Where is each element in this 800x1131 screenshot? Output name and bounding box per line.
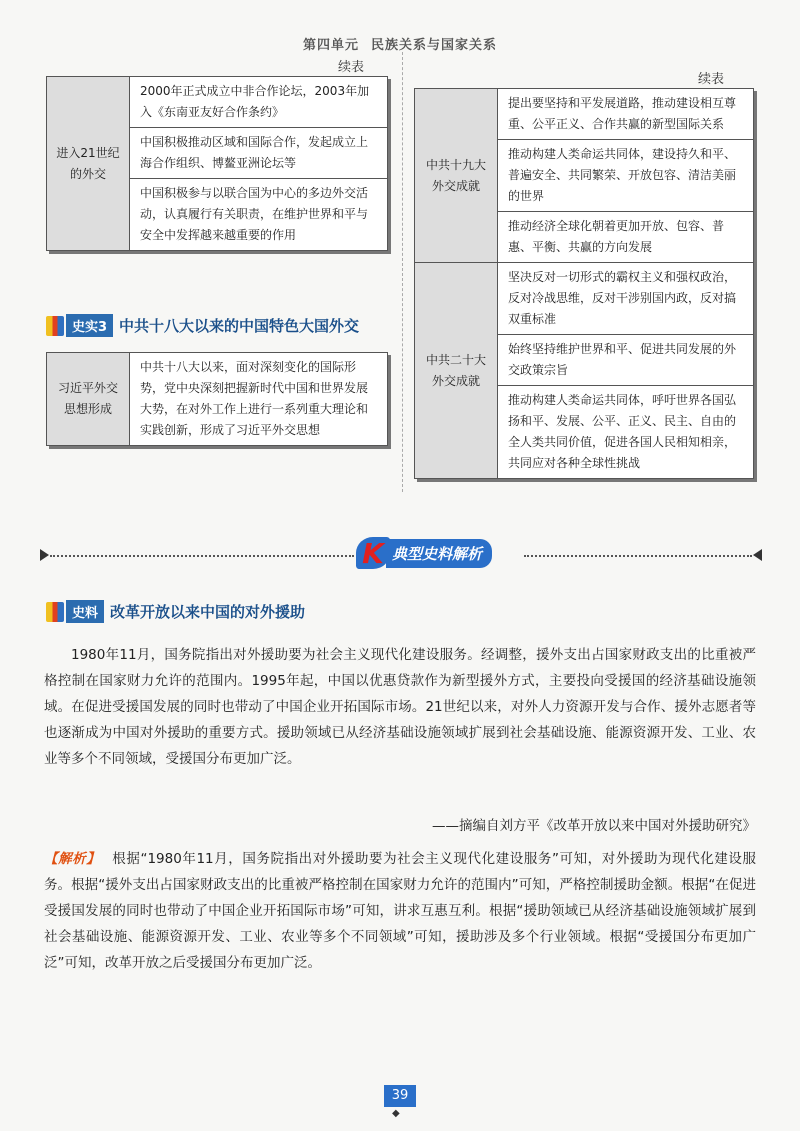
table-cell: 始终坚持维护世界和平、促进共同发展的外交政策宗旨 xyxy=(498,335,754,386)
fact3-title: 中共十八大以来的中国特色大国外交 xyxy=(119,317,360,335)
table-cell: 推动构建人类命运共同体，呼吁世界各国弘扬和平、发展、公平、正义、民主、自由的全人类共同价值，促进各国人民相知相亲，共同应对各种全球性挑战 xyxy=(498,386,754,479)
fact3-tag: 史实3 xyxy=(66,314,113,337)
dotted-line xyxy=(50,555,354,557)
left-arrow-icon xyxy=(40,549,49,561)
source-citation: ——摘编自刘方平《改革开放以来中国对外援助研究》 xyxy=(432,818,756,834)
table-row xyxy=(47,353,388,446)
table-label: 习近平外交思想形成 xyxy=(47,353,130,446)
table-row xyxy=(415,89,754,140)
right-arrow-icon xyxy=(753,549,762,561)
dotted-line xyxy=(524,555,752,557)
table-cell: 坚决反对一切形式的霸权主义和强权政治，反对冷战思维，反对干涉别国内政，反对搞双重标准 xyxy=(498,263,754,335)
analysis-text: 根据“1980年11月，国务院指出对外援助要为社会主义现代化建设服务”可知，对外援助为现代化建设服务。根据“援外支出占国家财政支出的比重被严格控制在国家财力允许的范围内”可知，严格控制援助金额。根据“在促进受援国发展的同时也带动了中国企业开拓国际市场”可知，讲求互惠互利。根据“援助领域已从经济基础设施领域扩展到社会基础设施、能源资源开发、工业、农业等多个不同领域”可知，援助涉及多个行业领域。根据“受援国分布更加广泛”可知，改革开放之后受援国分布更加广泛。 xyxy=(44,851,756,971)
left-table xyxy=(46,76,388,251)
table-cell: 中共十八大以来，面对深刻变化的国际形势，党中央深刻把握新时代中国和世界发展大势，在对外工作上进行一系列重大理论和实践创新，形成了习近平外交思想 xyxy=(130,353,388,446)
table-cell: 2000年正式成立中非合作论坛，2003年加入《东南亚友好合作条约》 xyxy=(130,77,388,128)
banner-badge xyxy=(356,537,492,569)
banner-title: 典型史料解析 xyxy=(386,539,492,568)
bird-icon: ◆ xyxy=(392,1108,400,1119)
unit-label: 第四单元 xyxy=(302,38,359,53)
book-icon xyxy=(46,316,64,336)
material-title: 改革开放以来中国的对外援助 xyxy=(110,603,306,621)
right-table xyxy=(414,88,754,479)
section-banner xyxy=(40,536,762,570)
analysis-label: 【解析】 xyxy=(44,851,101,867)
unit-title: 民族关系与国家关系 xyxy=(371,38,498,53)
fact3-heading xyxy=(46,314,359,337)
table-cell: 中国积极推动区域和国际合作，发起成立上海合作组织、博鳌亚洲论坛等 xyxy=(130,128,388,179)
table-row xyxy=(415,263,754,335)
page-number: 39 xyxy=(384,1085,416,1107)
passage-text: 1980年11月，国务院指出对外援助要为社会主义现代化建设服务。经调整，援外支出占国家财政支出的比重被严格控制在国家财力允许的范围内。1995年起，中国以优惠贷款作为新型援外方式，主要投向受援国的经济基础设施领域。在促进受援国发展的同时也带动了中国企业开拓国际市场。21世纪以来，对外人力资源开发与合作、援外志愿者等也逐渐成为中国对外援助的重要方式。援助领域已从经济基础设施领域扩展到社会基础设施、能源资源开发、工业、农业等多个不同领域，受援国分布更加广泛。 xyxy=(44,647,756,767)
table-row xyxy=(47,77,388,128)
fact3-table xyxy=(46,352,388,446)
analysis xyxy=(44,846,756,976)
continued-label-left: 续表 xyxy=(338,60,365,75)
table-cell: 推动经济全球化朝着更加开放、包容、普惠、平衡、共赢的方向发展 xyxy=(498,212,754,263)
material-heading xyxy=(46,600,305,623)
table-label: 中共二十大外交成就 xyxy=(415,263,498,479)
table-cell: 提出要坚持和平发展道路，推动建设相互尊重、公平正义、合作共赢的新型国际关系 xyxy=(498,89,754,140)
page-header xyxy=(0,34,800,53)
table-label: 进入21世纪的外交 xyxy=(47,77,130,251)
column-divider xyxy=(402,52,403,492)
book-icon xyxy=(46,602,64,622)
table-label: 中共十九大外交成就 xyxy=(415,89,498,263)
table-cell: 推动构建人类命运共同体，建设持久和平、普遍安全、共同繁荣、开放包容、清洁美丽的世界 xyxy=(498,140,754,212)
continued-label-right: 续表 xyxy=(698,72,725,87)
table-cell: 中国积极参与以联合国为中心的多边外交活动，认真履行有关职责，在维护世界和平与安全中发挥越来越重要的作用 xyxy=(130,179,388,251)
k-logo-icon: K xyxy=(356,537,390,569)
material-tag: 史料 xyxy=(66,600,104,623)
passage xyxy=(44,642,756,772)
